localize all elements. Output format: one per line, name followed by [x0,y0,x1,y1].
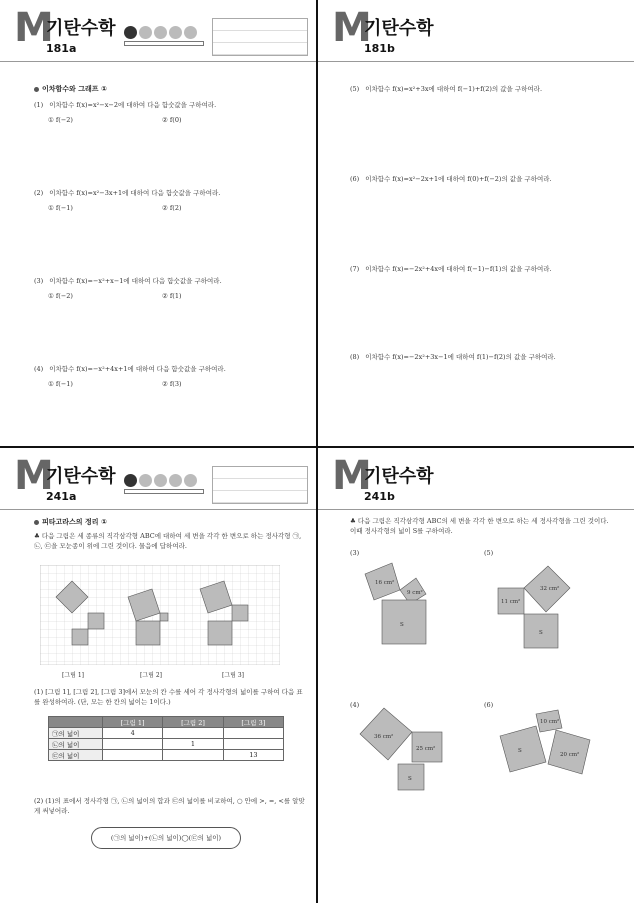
logo-m-icon: M [14,5,52,51]
question-2: (2) (1)의 표에서 정사각형 ㉠, ㉡의 넓이의 합과 ㉢의 넓이를 비교하여, ○ 안에 >, =, <를 알맞게 써넣어라. [34,797,305,815]
square-label: 32 cm² [540,586,560,592]
progress-dots [124,472,204,498]
question-4: (4) 이차함수 f(x)=−x²+4x+1에 대하여 다음 함숫값을 구하여라. [34,365,226,373]
square-label: 36 cm² [374,734,394,740]
figure-label-1: [그림 1] [62,672,84,679]
sub-b: ② f(1) [162,292,182,300]
square-label: 11 cm² [501,599,521,605]
question-1: (1) [그림 1], [그림 2], [그림 3]에서 모눈의 칸 수를 세어 각 정사각형의 넓이를 구하여 다음 표를 완성하여라. (단, 모는 한 칸의 넓이는 1이다.) [34,688,303,706]
section-title: 피타고라스의 정리 ① [34,517,107,527]
sheet-code: 241a [46,490,77,503]
table-row: ㉠의 넓이 4 [49,728,284,739]
figure-label-2: [그림 2] [140,672,162,679]
square-label: S [408,776,412,782]
logo-m-icon: M [332,5,370,51]
square-label: 20 cm² [560,752,580,758]
square-label: S [400,622,404,628]
question-3: (3) 이차함수 f(x)=−x²+x−1에 대하여 다음 함숫값을 구하여라. [34,277,222,285]
figure-number: (5) [484,549,494,557]
info-box [212,18,308,56]
worksheet-181a [0,0,316,446]
logo-word: 기탄수학 [46,466,116,487]
sub-b: ② f(3) [162,380,182,388]
intro-text: ♣ 다음 그림은 세 종류의 직각삼각형 ABC에 대하여 세 변을 각각 한 변으로 하는 정사각형 ㉠, ㉡, ㉢을 모눈종이 위에 그린 것이다. 물음에 답하여라. [34,532,302,550]
question-8: (8) 이차함수 f(x)=−2x²+3x−1에 대하여 f(1)−f(2)의 값을 구하여라. [350,353,556,361]
sub-a: ① f(−1) [48,380,73,388]
question-1: (1) 이차함수 f(x)=x²−x−2에 대하여 다음 함숫값을 구하여라. [34,101,217,109]
sub-a: ① f(−1) [48,204,73,212]
figure-4 [356,706,466,796]
table-header [49,717,103,728]
square-label: 9 cm² [407,590,423,596]
worksheet-header [0,448,316,510]
square-label: 16 cm² [375,580,395,586]
logo-word: 기탄수학 [364,18,434,39]
sheet-code: 241b [364,490,395,503]
figure-6 [496,706,596,786]
square-label: S [518,748,522,754]
sub-a: ① f(−2) [48,116,73,124]
square-label: 25 cm² [416,746,436,752]
figure-5 [496,562,596,650]
worksheet-header [0,0,316,62]
section-title: 이차함수와 그래프 ① [34,84,107,94]
sub-a: ① f(−2) [48,292,73,300]
worksheet-181b [318,0,634,446]
table-row: ㉢의 넓이 13 [49,750,284,761]
info-box [212,466,308,504]
logo-m-icon: M [14,453,52,499]
sub-b: ② f(2) [162,204,182,212]
figure-label-3: [그림 3] [222,672,244,679]
figure-number: (3) [350,549,360,557]
logo-word: 기탄수학 [46,18,116,39]
worksheet-header [318,0,634,62]
question-2: (2) 이차함수 f(x)=x²−3x+1에 대하여 다음 함숫값을 구하여라. [34,189,221,197]
figure-number: (4) [350,701,360,709]
sheet-code: 181a [46,42,77,55]
square-label: S [539,630,543,636]
intro-text: ♣ 다음 그림은 직각삼각형 ABC의 세 변을 각각 한 변으로 하는 세 정사각형을 그린 것이다. 이때 정사각형의 넓이 S를 구하여라. [350,517,609,535]
table-header: [그림 3] [223,717,283,728]
question-6: (6) 이차함수 f(x)=x²−2x+1에 대하여 f(0)+f(−2)의 값을 구하여라. [350,175,552,183]
grid-figure [40,565,280,665]
square-label: 10 cm² [540,719,560,725]
table-row: ㉡의 넓이 1 [49,739,284,750]
logo-m-icon: M [332,453,370,499]
question-5: (5) 이차함수 f(x)=x²+3x에 대하여 f(−1)+f(2)의 값을 구하여라. [350,85,543,93]
comparison-oval[interactable]: (㉠의 넓이)+(㉡의 넓이)◯(㉢의 넓이) [91,827,241,849]
figure-number: (6) [484,701,494,709]
area-table [48,716,284,761]
logo-word: 기탄수학 [364,466,434,487]
sub-b: ② f(0) [162,116,182,124]
sheet-code: 181b [364,42,395,55]
figure-3 [360,560,460,646]
table-header: [그림 1] [103,717,163,728]
progress-dots [124,24,204,50]
worksheet-header [318,448,634,510]
table-header: [그림 2] [163,717,223,728]
question-7: (7) 이차함수 f(x)=−2x²+4x에 대하여 f(−1)−f(1)의 값을 구하여라. [350,265,552,273]
